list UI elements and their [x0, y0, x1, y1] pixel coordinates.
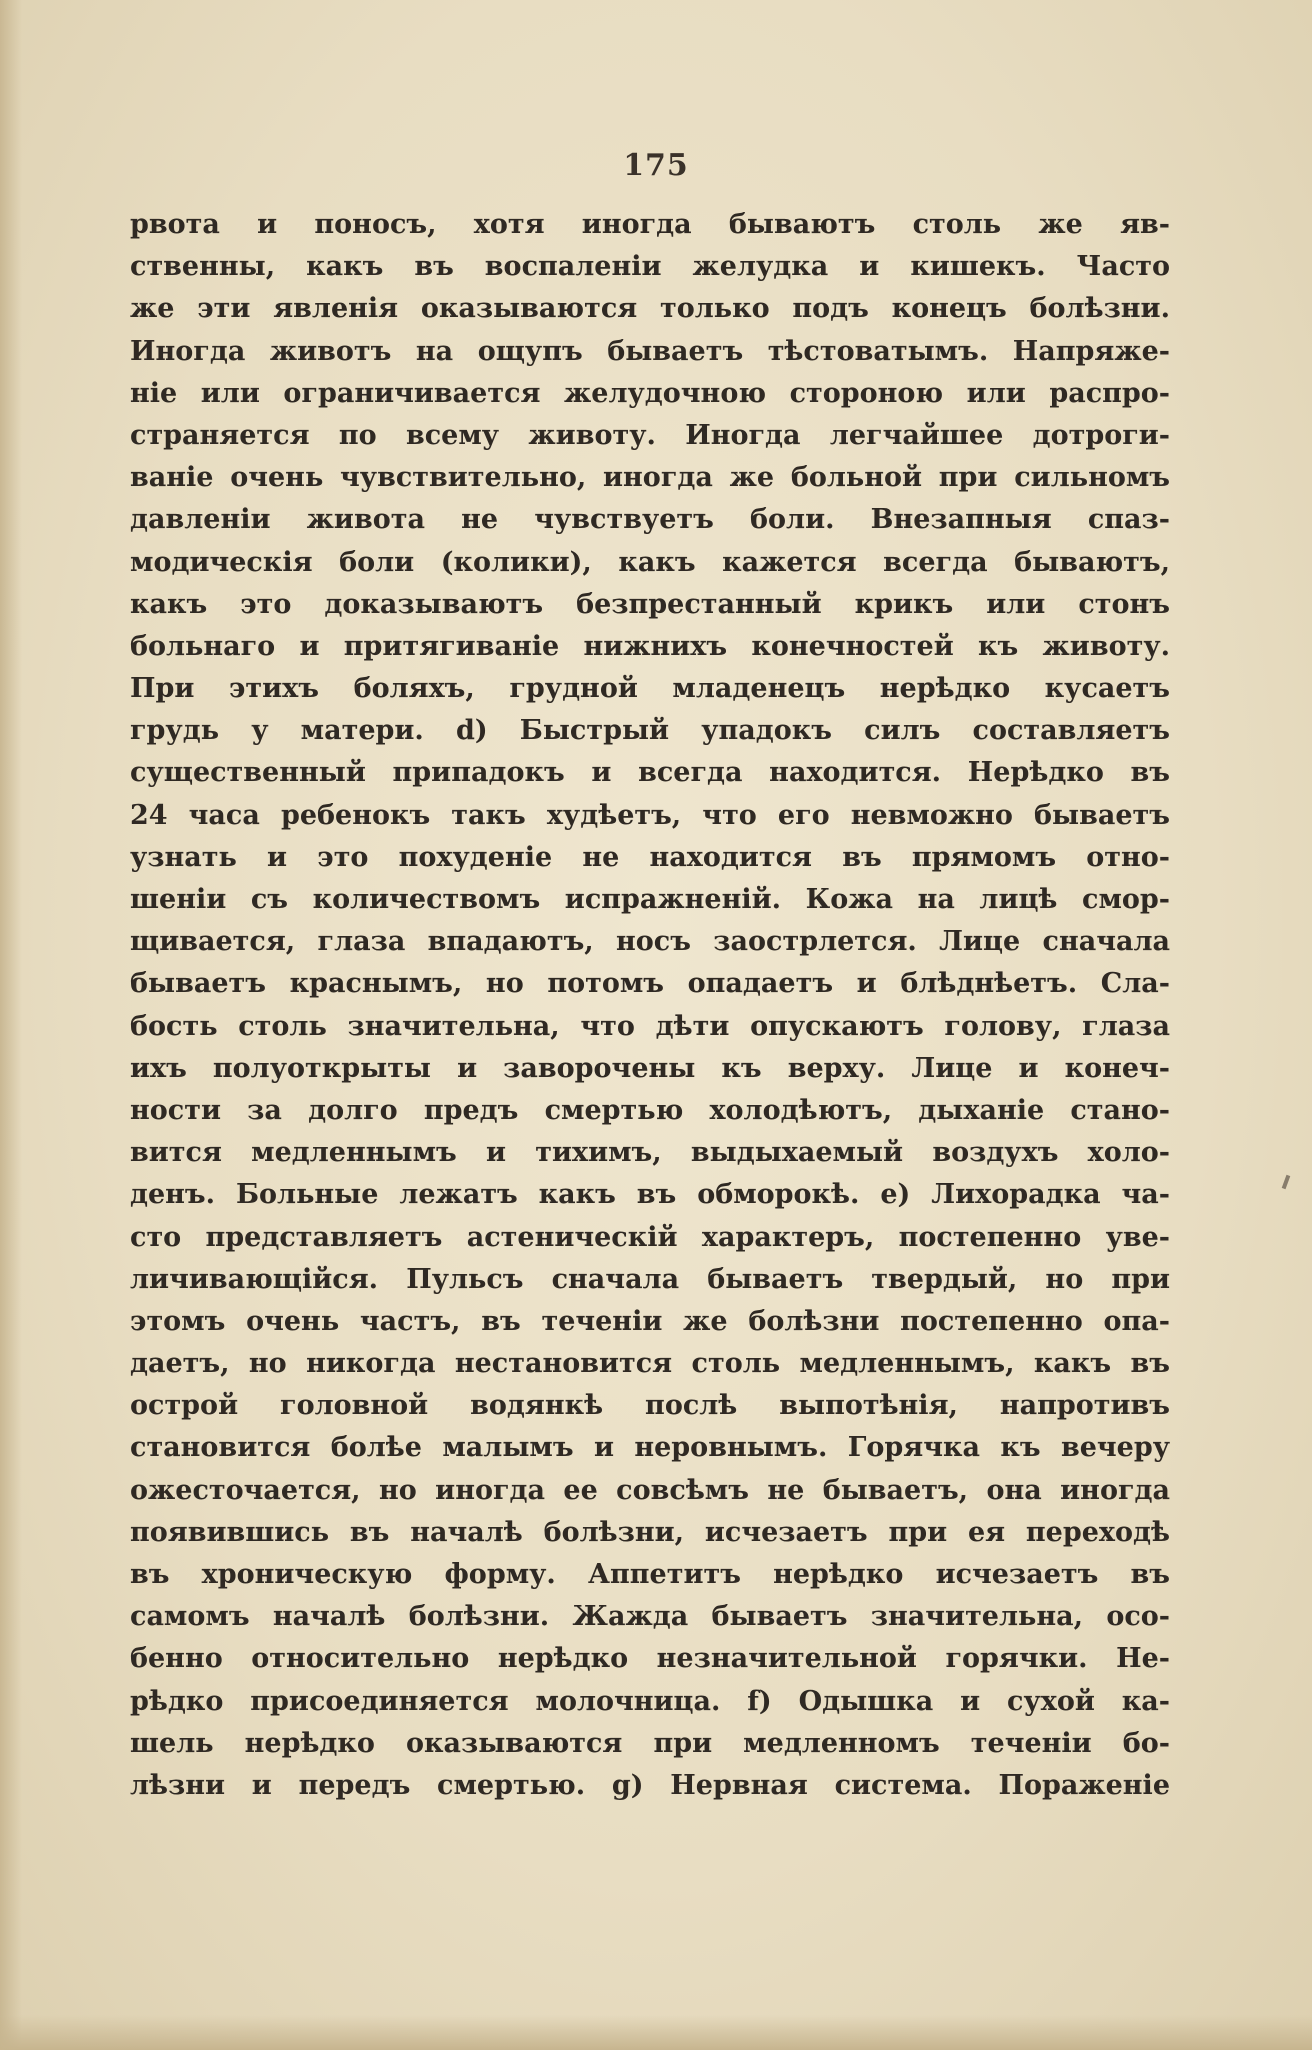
text-line: бость столь значительна, что дѣти опускаютъ голову, глаза [130, 1010, 1170, 1042]
text-line: Иногда животъ на ощупъ бываетъ тѣстоватымъ. Напряже- [130, 335, 1170, 367]
text-line: ности за долго предъ смертью холодѣютъ, дыханіе стано- [130, 1094, 1170, 1126]
text-line: появившись въ началѣ болѣзни, исчезаетъ при ея переходѣ [130, 1516, 1170, 1548]
text-line: бываетъ краснымъ, но потомъ опадаетъ и блѣднѣетъ. Сла- [130, 968, 1170, 1000]
text-line: ственны, какъ въ воспаленіи желудка и кишекъ. Часто [130, 251, 1170, 283]
text-line: шель нерѣдко оказываются при медленномъ теченіи бо- [130, 1727, 1170, 1759]
text-line: ожесточается, но иногда ее совсѣмъ не бываетъ, она иногда [130, 1474, 1170, 1506]
text-line: даетъ, но никогда нестановится столь медленнымъ, какъ въ [130, 1348, 1170, 1380]
text-line: рвота и поносъ, хотя иногда бываютъ столь же яв- [130, 209, 1170, 240]
text-line: модическія боли (колики), какъ кажется всегда бываютъ, [130, 546, 1170, 578]
page-bottom-edge [0, 2015, 1312, 2050]
text-line: вится медленнымъ и тихимъ, выдыхаемый воздухъ холо- [130, 1137, 1170, 1169]
text-line: 24 часа ребенокъ такъ худѣетъ, что его невможно бываетъ [130, 799, 1170, 831]
text-line: лѣзни и передъ смертью. g) Нервная система. Пораженіе [130, 1769, 1170, 1801]
text-line: острой головной водянкѣ послѣ выпотѣнія, напротивъ [130, 1390, 1170, 1422]
text-line: самомъ началѣ болѣзни. Жажда бываетъ значительна, осо- [130, 1601, 1170, 1633]
text-line: существенный припадокъ и всегда находится. Нерѣдко въ [130, 757, 1170, 789]
text-line: больнаго и притягиваніе нижнихъ конечностей къ животу. [130, 630, 1170, 662]
text-line: ваніе очень чувствительно, иногда же больной при сильномъ [130, 462, 1170, 494]
page-number: 175 [623, 148, 689, 183]
text-line: ихъ полуоткрыты и заворочены къ верху. Лице и конеч- [130, 1052, 1170, 1084]
text-line: давленіи живота не чувствуетъ боли. Внезапныя спаз- [130, 504, 1170, 536]
text-line: этомъ очень частъ, въ теченіи же болѣзни постепенно опа- [130, 1305, 1170, 1337]
text-line: узнать и это похуденіе не находится въ прямомъ отно- [130, 841, 1170, 873]
text-line: При этихъ боляхъ, грудной младенецъ нерѣдко кусаетъ [130, 673, 1170, 705]
text-line: же эти явленія оказываются только подъ конецъ болѣзни. [130, 293, 1170, 325]
text-line: сто представляетъ астеническій характеръ, постепенно уве- [130, 1221, 1170, 1253]
text-line: грудь у матери. d) Быстрый упадокъ силъ составляетъ [130, 715, 1170, 747]
text-line: страняется по всему животу. Иногда легчайшее дотроги- [130, 419, 1170, 451]
body-text [130, 204, 1170, 1807]
text-line: бенно относительно нерѣдко незначительной горячки. Не- [130, 1643, 1170, 1675]
text-line: какъ это доказываютъ безпрестанный крикъ или стонъ [130, 588, 1170, 620]
text-line: становится болѣе малымъ и неровнымъ. Горячка къ вечеру [130, 1432, 1170, 1464]
text-line: рѣдко присоединяется молочница. f) Одышка и сухой ка- [130, 1685, 1170, 1717]
text-line: шеніи съ количествомъ испражненій. Кожа на лицѣ смор- [130, 884, 1170, 915]
text-line: щивается, глаза впадаютъ, носъ заострлется. Лице сначала [130, 926, 1170, 958]
text-line: въ хроническую форму. Аппетитъ нерѣдко исчезаетъ въ [130, 1559, 1170, 1590]
text-line: личивающійся. Пульсъ сначала бываетъ твердый, но при [130, 1263, 1170, 1295]
page-left-edge [0, 0, 22, 2050]
margin-ink-mark [1282, 1175, 1291, 1190]
text-line: ніе или ограничивается желудочною стороною или распро- [130, 377, 1170, 409]
text-line: денъ. Больные лежатъ какъ въ обморокѣ. e) Лихорадка ча- [130, 1179, 1170, 1211]
